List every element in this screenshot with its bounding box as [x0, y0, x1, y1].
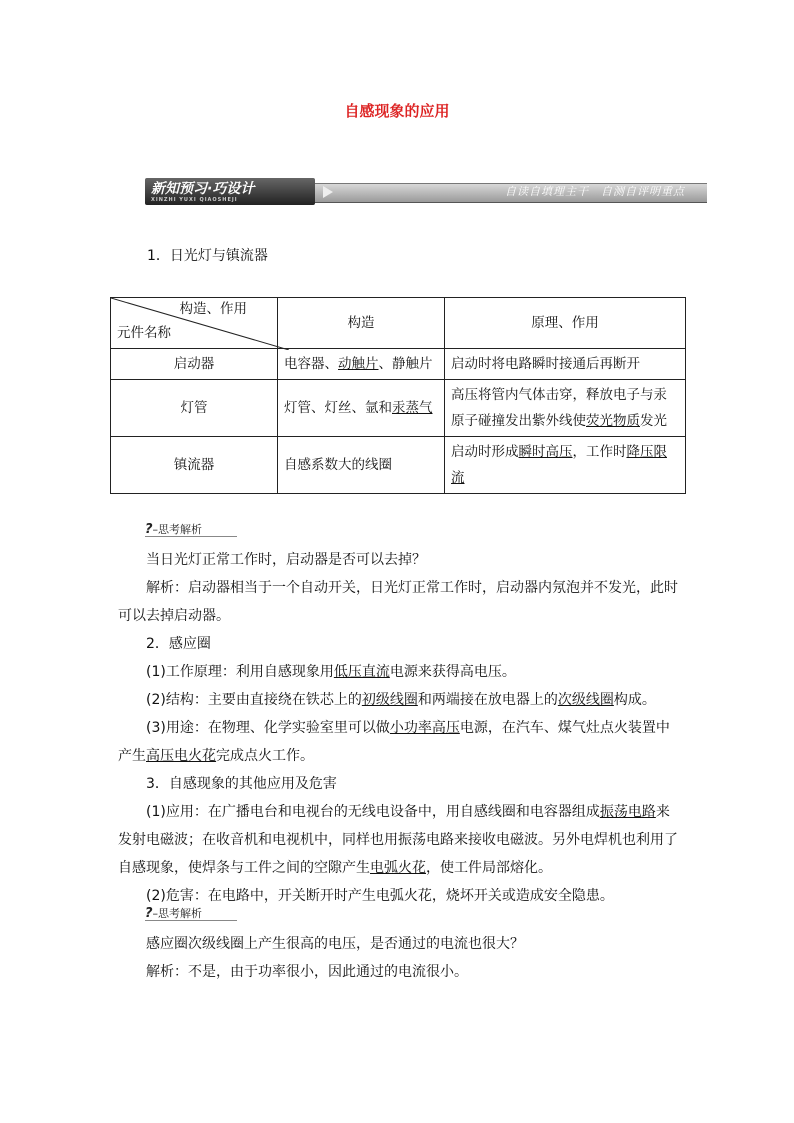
table-header-diagonal: 构造、作用 元件名称 [111, 298, 278, 349]
table-row: 镇流器 自感系数大的线圈 启动时形成瞬时高压，工作时降压限流 [111, 437, 686, 494]
page-title: 自感现象的应用 [344, 102, 450, 120]
table-row: 启动器 电容器、动触片、静触片 启动时将电路瞬时接通后再断开 [111, 349, 686, 380]
s2-item-2: (2)结构：主要由直接绕在铁芯上的初级线圈和两端接在放电器上的次级线圈构成。 [146, 692, 656, 708]
s2-item-1: (1)工作原理：利用自感现象用低压直流电源来获得高电压。 [146, 664, 516, 680]
think2-question: 感应圈次级线圈上产生很高的电压，是否通过的电流也很大？ [146, 936, 524, 952]
question-mark-icon: ? [145, 906, 153, 921]
table-header-function: 原理、作用 [445, 298, 686, 349]
think2-answer: 解析：不是，由于功率很小，因此通过的电流很小。 [146, 964, 468, 980]
table-row: 灯管 灯管、灯丝、氩和汞蒸气 高压将管内气体击穿，释放电子与汞原子碰撞发出紫外线使荧光物质发光 [111, 380, 686, 437]
banner-tag: 新知预习·巧设计 XINZHI YUXI QIAOSHEJI [145, 178, 315, 205]
question-mark-icon: ? [145, 522, 153, 537]
think1-answer: 解析：启动器相当于一个自动开关，日光灯正常工作时，启动器内氖泡并不发光，此时可以去掉启动器。 [118, 580, 678, 624]
section-banner [145, 178, 707, 205]
play-icon [323, 186, 333, 198]
section-heading-2: 2．感应圈 [146, 636, 211, 652]
think-label-1: ?–思考解析 [145, 521, 202, 537]
banner-right-text: 自读自填理主干 自测自评明重点 [505, 185, 685, 198]
section-heading-1: 1．日光灯与镇流器 [147, 248, 268, 264]
component-table [110, 297, 686, 494]
s2-item-3: (3)用途：在物理、化学实验室里可以做小功率高压电源，在汽车、煤气灶点火装置中产生高压电火花完成点火工作。 [118, 720, 670, 764]
table-header-structure: 构造 [278, 298, 445, 349]
s3-item-2: (2)危害：在电路中，开关断开时产生电弧火花，烧坏开关或造成安全隐患。 [146, 888, 614, 904]
think1-question: 当日光灯正常工作时，启动器是否可以去掉？ [146, 552, 426, 568]
s3-item-1: (1)应用：在广播电台和电视台的无线电设备中，用自感线圈和电容器组成振荡电路来发射电磁波；在收音机和电视机中，同样也用振荡电路来接收电磁波。另外电焊机也利用了自感现象，使焊条与工件之间的空隙产生电弧火花，使工件局部熔化。 [118, 804, 678, 876]
section-heading-3: 3．自感现象的其他应用及危害 [146, 776, 337, 792]
think-label-2: ?–思考解析 [145, 905, 202, 921]
